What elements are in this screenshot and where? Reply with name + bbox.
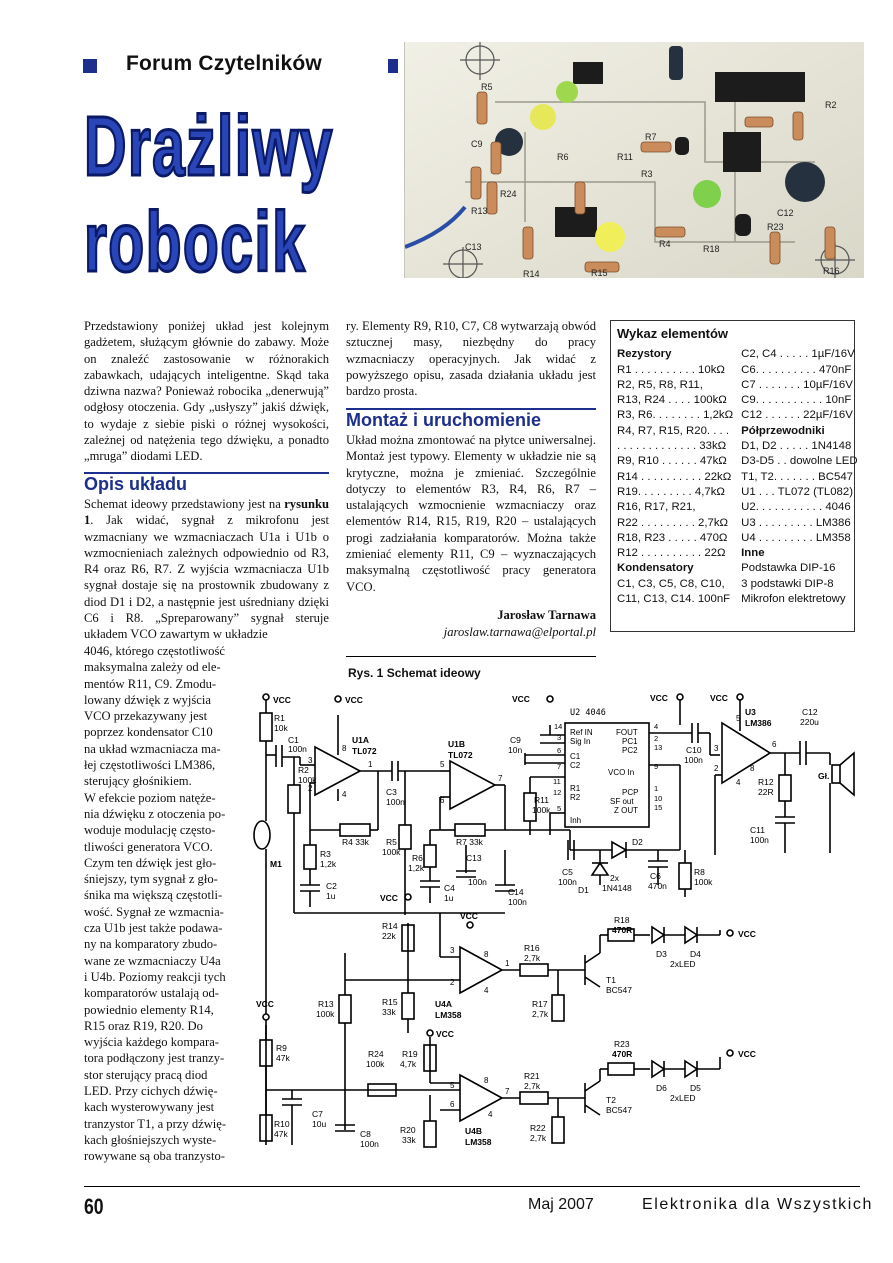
label-t2-part: BC547: [606, 1105, 632, 1115]
schematic-title: Rys. 1 Schemat ideowy: [348, 666, 481, 680]
label-c10: C10: [686, 745, 702, 755]
label-c5: C5: [562, 867, 573, 877]
label-r5: R5: [386, 837, 397, 847]
u2-pin-num: 12: [553, 788, 562, 797]
label-r7: R7 33k: [456, 837, 483, 847]
pin-number: 4: [484, 986, 489, 995]
label-c4: C4: [444, 883, 455, 893]
parts-item: R3, R6. . . . . . . . 1,2kΩ: [617, 409, 734, 422]
u2-pin-name: R1: [570, 784, 581, 793]
label-r16: R16: [524, 943, 540, 953]
parts-item: R14 . . . . . . . . . . 22kΩ: [617, 470, 732, 483]
label-r14-val: 22k: [382, 931, 396, 941]
pin-number: 8: [484, 1076, 489, 1085]
label-c14-val: 100n: [508, 897, 527, 907]
label-t1-part: BC547: [606, 985, 632, 995]
label-c3: C3: [386, 787, 397, 797]
parts-item: Mikrofon elektretowy: [741, 593, 846, 606]
opis-line: stor sterujący pracą diod: [84, 1067, 208, 1082]
photo-label: R24: [500, 189, 517, 199]
pin-number: 2: [714, 764, 719, 773]
opis-text-start: Schemat ideowy przedstawiony jest na: [84, 497, 285, 511]
opis-line: sterujący głośnikiem.: [84, 774, 192, 789]
parts-item: . . . . . . . . . . . . . 33kΩ: [617, 440, 727, 453]
label-r13: R13: [318, 999, 334, 1009]
opis-line: ny na komparatory zbudo-: [84, 937, 218, 952]
opis-line: woduje modulację często-: [84, 823, 216, 838]
label-led2: 2xLED: [670, 1093, 696, 1103]
label-c13-val: 100n: [468, 877, 487, 887]
label-d6: D6: [656, 1083, 667, 1093]
label-r11-val: 100k: [532, 805, 551, 815]
issue-date: Maj 2007: [528, 1196, 594, 1213]
label-r24-val: 100k: [366, 1059, 385, 1069]
opis-line: cza U1b jest także podawa-: [84, 921, 223, 936]
label-r2-val: 100k: [298, 775, 317, 785]
label-c12-val: 220u: [800, 717, 819, 727]
label-c11: C11: [750, 825, 765, 835]
u2-pin-name: C2: [570, 761, 581, 770]
u2-pin-name: Sig In: [570, 737, 591, 746]
label-c9-val: 10n: [508, 745, 523, 755]
label-c13: C13: [466, 853, 482, 863]
u2-pin-name: PCP: [622, 788, 639, 797]
u2-pin-name: VCO In: [608, 768, 635, 777]
parts-item: R12 . . . . . . . . . . 22Ω: [617, 547, 726, 560]
footer-rule: [84, 1186, 860, 1187]
parts-item: R18, R23 . . . . . 470Ω: [617, 531, 728, 544]
parts-item: R16, R17, R21,: [617, 501, 696, 514]
opis-line: i U4b. Poziomy reakcji tych: [84, 969, 226, 984]
parts-item: U3 . . . . . . . . . LM386: [741, 516, 851, 529]
parts-item: C12 . . . . . . 22µF/16V: [741, 409, 853, 422]
label-d1d2-part: 1N4148: [602, 883, 632, 893]
label-d1: D1: [578, 885, 589, 895]
opis-line: 4046, którego częstotliwość: [84, 644, 225, 658]
label-r6-val: 1,2k: [408, 863, 425, 873]
article-title-line1: Drażliwy: [84, 99, 334, 193]
parts-item: T1, T2. . . . . . . BC547: [741, 470, 853, 483]
figure-rule: [346, 656, 596, 657]
label-c4-val: 1u: [444, 893, 454, 903]
parts-item: D3-D5 . . dowolne LED: [741, 455, 858, 468]
label-vcc: VCC: [380, 893, 398, 903]
label-u3-part: LM386: [745, 718, 772, 728]
label-r1-val: 10k: [274, 723, 288, 733]
label-d4: D4: [690, 949, 701, 959]
parts-item: D1, D2 . . . . . 1N4148: [741, 440, 852, 453]
label-c11-val: 100n: [750, 835, 769, 845]
parts-category: Półprzewodniki: [741, 424, 825, 437]
label-r24: R24: [368, 1049, 384, 1059]
opis-line: wość. Sygnał ze wzmacnia-: [84, 904, 224, 919]
parts-list-title: Wykaz elementów: [617, 326, 729, 341]
pin-number: 1: [505, 959, 510, 968]
u2-pin-num: 9: [654, 762, 659, 771]
photo-label: R18: [703, 244, 720, 254]
label-r10: R10: [274, 1119, 290, 1129]
u2-pin-num: 11: [553, 777, 561, 786]
label-r8-val: 100k: [694, 877, 713, 887]
opis-line: VCO przekazywany jest: [84, 709, 208, 724]
label-r11: R11: [534, 795, 549, 805]
label-r10-val: 47k: [274, 1129, 288, 1139]
label-m1: M1: [270, 859, 282, 869]
label-r17-val: 2,7k: [532, 1009, 549, 1019]
montaz-paragraph: Układ można zmontować na płytce uniwersalnej. Montaż jest typowy. Elementy w układzie nie są krytyczne, można je zmieniać. Szczególnie dotyczy to elementów R3, R4, R6, R7 – ustalających wzmocnienie wzmacniaczy oraz elementów R14, R15, R19, R20 – ustalających progi zadziałania komparatorów. Można także zmieniać elementy R11, C9 – wyznaczających maksymalną częstotliwość pracy generatora VCO.: [346, 433, 596, 594]
pin-number: 5: [450, 1081, 455, 1090]
section-heading-opis: Opis układu: [84, 474, 188, 494]
label-u4b-part: LM358: [465, 1137, 492, 1147]
label-vcc: VCC: [436, 1029, 454, 1039]
parts-item: U4 . . . . . . . . . LM358: [741, 531, 851, 544]
label-r15: R15: [382, 997, 398, 1007]
photo-label: R5: [481, 82, 493, 92]
u2-pin-num: 4: [654, 722, 659, 731]
pin-number: 2: [450, 978, 455, 987]
label-r16-val: 2,7k: [524, 953, 541, 963]
pin-number: 8: [484, 950, 489, 959]
u2-pin-name: PC1: [622, 737, 638, 746]
label-r9: R9: [276, 1043, 287, 1053]
opis-line: śnika ma większą częstotli-: [84, 888, 223, 903]
label-c9: C9: [510, 735, 521, 745]
label-d2: D2: [632, 837, 643, 847]
label-r22: R22: [530, 1123, 546, 1133]
section-marker-left: [83, 59, 97, 73]
photo-label: R6: [557, 152, 569, 162]
label-r17: R17: [532, 999, 548, 1009]
photo-label: R15: [591, 268, 608, 278]
label-r6: R6: [412, 853, 423, 863]
label-u4a-part: LM358: [435, 1010, 462, 1020]
label-r13-val: 100k: [316, 1009, 335, 1019]
parts-item: R13, R24 . . . . 100kΩ: [617, 394, 727, 407]
label-c7: C7: [312, 1109, 323, 1119]
parts-item: C6. . . . . . . . . . 470nF: [741, 363, 852, 376]
label-c2-val: 1u: [326, 891, 336, 901]
label-c2: C2: [326, 881, 337, 891]
parts-category: Rezystory: [617, 348, 672, 361]
opis-line: tora podłączony jest tranzy-: [84, 1051, 225, 1066]
label-vcc: VCC: [256, 999, 274, 1009]
label-r5-val: 100k: [382, 847, 401, 857]
photo-label: R23: [767, 222, 784, 232]
label-c5-val: 100n: [558, 877, 577, 887]
opis-line: W efekcie poziom natęże-: [84, 790, 216, 805]
opis-narrow-column: [84, 643, 234, 1165]
photo-label: R11: [617, 152, 633, 162]
label-u1b: U1B: [448, 739, 466, 749]
u2-pin-num: 1: [654, 784, 659, 793]
u2-pin-name: FOUT: [616, 728, 638, 737]
pin-number: 3: [714, 744, 719, 753]
pin-number: 3: [308, 756, 313, 765]
opis-line: łej częstotliwości LM386,: [84, 758, 216, 773]
parts-item: R2, R5, R8, R11,: [617, 378, 703, 391]
label-r3: R3: [320, 849, 331, 859]
parts-item: U2. . . . . . . . . . . 4046: [741, 501, 851, 514]
opis-line: komparatorów ustalają od-: [84, 986, 219, 1001]
label-c10-val: 100n: [684, 755, 703, 765]
opis-line: LED. Przy cichych dźwię-: [84, 1084, 218, 1099]
label-vcc: VCC: [345, 695, 363, 705]
author-name: Jarosław Tarnawa: [497, 608, 596, 622]
opis-paragraph: [84, 496, 329, 643]
pcb-photo-graphic: [405, 42, 865, 278]
pin-number: 4: [342, 790, 347, 799]
label-r4: R4 33k: [342, 837, 369, 847]
label-r21: R21: [524, 1071, 540, 1081]
opis-line: lowany dźwięk z wyjścia: [84, 692, 211, 707]
label-r2: R2: [298, 765, 309, 775]
photo-label: R4: [659, 239, 671, 249]
label-r22-val: 2,7k: [530, 1133, 547, 1143]
opis-text-rest: . Jak widać, sygnał z mikrofonu jest wzmacniany we wzmacniaczach U1a i U1b o wzmocnieniach zależnych odpowiednio od R3, R4 oraz R6, R7. Z wyjścia wzmacniacza U1b sygnał dostaje się na prostownik zbudowany z diod D1 i D2, a następnie jest uśredniany dzięki C6 i R8. „Spreparowany” sygnał steruje układem VCO zawartym w układzie: [84, 513, 329, 642]
label-r18-val: 470R: [612, 925, 633, 935]
label-c8-val: 100n: [360, 1139, 379, 1149]
label-r8: R8: [694, 867, 705, 877]
photo-label: R7: [645, 132, 657, 142]
u2-pin-name: Ref IN: [570, 728, 593, 737]
pin-number: 8: [342, 744, 347, 753]
parts-item: C11, C13, C14. 100nF: [617, 593, 731, 606]
label-vcc: VCC: [460, 911, 478, 921]
label-speaker: Gł.: [818, 771, 830, 781]
label-u2: U2 4046: [570, 708, 606, 718]
parts-item: R22 . . . . . . . . . 2,7kΩ: [617, 516, 729, 529]
opis-line: śniejszy, tym sygnał z gło-: [84, 872, 218, 887]
pin-number: 3: [450, 946, 455, 955]
parts-item: C9. . . . . . . . . . . 10nF: [741, 394, 852, 407]
section-marker-right: [388, 59, 398, 73]
parts-item: R9, R10 . . . . . . 47kΩ: [617, 455, 727, 468]
label-vcc: VCC: [650, 693, 668, 703]
opis-line: poprzez kondensator C10: [84, 725, 213, 740]
label-d3: D3: [656, 949, 667, 959]
pin-number: 1: [368, 760, 373, 769]
label-t1: T1: [606, 975, 616, 985]
pin-number: 4: [488, 1110, 493, 1119]
pin-number: 7: [505, 1087, 510, 1096]
label-c6: C6: [650, 871, 661, 881]
u2-pin-num: 3: [557, 733, 562, 742]
label-c14: C14: [508, 887, 524, 897]
circuit-schematic: [240, 685, 860, 1175]
parts-item: R1 . . . . . . . . . . 10kΩ: [617, 363, 725, 376]
parts-item: R4, R7, R15, R20. . . .: [617, 424, 730, 437]
parts-item: C7 . . . . . . . 10µF/16V: [741, 378, 853, 391]
label-u1a: U1A: [352, 735, 370, 745]
photo-label: R13: [471, 206, 488, 216]
u2-pin-num: 5: [557, 804, 562, 813]
pin-number: 4: [736, 778, 741, 787]
parts-item: C1, C3, C5, C8, C10,: [617, 577, 725, 590]
parts-category: Inne: [741, 547, 765, 560]
label-r3-val: 1,2k: [320, 859, 337, 869]
label-d1d2-qty: 2x: [610, 873, 619, 883]
label-u4a: U4A: [435, 999, 453, 1009]
u2-pin-num: 13: [654, 743, 663, 752]
opis-line: tliwości generatora VCO.: [84, 839, 213, 854]
label-c7-val: 10u: [312, 1119, 327, 1129]
u2-pin-num: 10: [654, 794, 663, 803]
label-vcc: VCC: [512, 694, 530, 704]
opis-line: powiednio elementy R14,: [84, 1002, 214, 1017]
opis-line: rowywane są oba tranzysto-: [84, 1149, 225, 1164]
label-r9-val: 47k: [276, 1053, 290, 1063]
u2-pin-num: 2: [654, 734, 659, 743]
opis-line: kach wysterowywany jest: [84, 1100, 215, 1115]
u2-pin-name: R2: [570, 793, 581, 802]
label-t2: T2: [606, 1095, 616, 1105]
photo-label: R3: [641, 169, 653, 179]
opis-line: na układ wzmacniacza ma-: [84, 741, 221, 756]
photo-label: R16: [823, 266, 840, 276]
u2-pin-name: SF out: [610, 797, 634, 806]
pin-number: 5: [440, 760, 445, 769]
label-r14: R14: [382, 921, 398, 931]
opis-line: tranzystor T1, a przy dźwię-: [84, 1116, 227, 1131]
u2-pin-name: Z OUT: [614, 806, 638, 815]
label-u1b-part: TL072: [448, 750, 473, 760]
opis-line: mentów R11, C9. Zmodu-: [84, 676, 217, 691]
section-heading-montaz: Montaż i uruchomienie: [346, 410, 542, 430]
label-r12: R12: [758, 777, 774, 787]
parts-item: C2, C4 . . . . . 1µF/16V: [741, 348, 855, 361]
u2-pin-name: Inh: [570, 816, 582, 825]
pin-number: 5: [736, 714, 741, 723]
label-r23: R23: [614, 1039, 630, 1049]
label-c1: C1: [288, 735, 299, 745]
opis-line: nia dźwięku z otoczenia po-: [84, 806, 226, 821]
label-led1: 2xLED: [670, 959, 696, 969]
pin-number: 6: [772, 740, 777, 749]
u2-pin-num: 14: [554, 722, 563, 731]
pin-number: 6: [440, 796, 445, 805]
opis-line: kach głośniejszych wyste-: [84, 1132, 217, 1147]
u2-pin-num: 6: [557, 746, 562, 755]
label-r1: R1: [274, 713, 285, 723]
opis-line: Czym ten dźwięk jest gło-: [84, 855, 217, 870]
page-number: 60: [84, 1194, 104, 1219]
pin-number: 2: [308, 784, 313, 793]
label-r20: R20: [400, 1125, 416, 1135]
opis-line: R15 oraz R19, R20. Do: [84, 1018, 203, 1033]
label-r21-val: 2,7k: [524, 1081, 541, 1091]
section-label: Forum Czytelników: [126, 52, 322, 75]
pin-number: 6: [450, 1100, 455, 1109]
photo-label: R14: [523, 269, 540, 278]
label-vcc: VCC: [273, 695, 291, 705]
photo-label: R2: [825, 100, 837, 110]
pin-number: 7: [498, 774, 503, 783]
u2-pin-name: PC2: [622, 746, 638, 755]
photo-label: C12: [777, 208, 794, 218]
opis-line: maksymalna zależy od ele-: [84, 660, 221, 675]
label-c6-val: 470n: [648, 881, 667, 891]
parts-item: Podstawka DIP-16: [741, 562, 836, 575]
label-u1a-part: TL072: [352, 746, 377, 756]
photo-label: C13: [465, 242, 482, 252]
label-c12: C12: [802, 707, 818, 717]
label-c3-val: 100n: [386, 797, 405, 807]
photo-label: C9: [471, 139, 483, 149]
intro-paragraph: Przedstawiony poniżej układ jest kolejnym gadżetem, służącym głównie do zabawy. Może on znaleźć zastosowanie w różnorakich zabawkach, udających inteligentne. Skąd taka dziwna nazwa? Ponieważ robocika „denerwują” odgłosy otoczenia. Gdy „usłyszy” jakiś dźwięk, to wydaje z siebie piski o różnej wysokości, zależnej od natężenia tego dźwięku, a ponadto „mruga” diodami LED.: [84, 319, 329, 464]
label-r20-val: 33k: [402, 1135, 416, 1145]
label-vcc: VCC: [738, 929, 756, 939]
pcb-photo: [404, 42, 864, 278]
parts-item: U1 . . . TL072 (TL082): [741, 485, 853, 498]
label-c1-val: 100n: [288, 744, 307, 754]
magazine-name: Elektronika dla Wszystkich: [642, 1196, 873, 1213]
opis-figure-ref: rysunku 1: [84, 497, 329, 528]
col2-continuation: ry. Elementy R9, R10, C7, C8 wytwarzają obwód sztucznej masy, niezbędny do pracy wzmacniaczy operacyjnych. Jak widać z powyższego opisu, zasada działania układu jest bardzo prosta.: [346, 319, 596, 399]
u2-pin-name: C1: [570, 752, 581, 761]
label-vcc: VCC: [710, 693, 728, 703]
label-vcc: VCC: [738, 1049, 756, 1059]
opis-line: wane ze wzmacniaczy U4a: [84, 953, 221, 968]
opis-line: wyjścia każdego kompara-: [84, 1035, 219, 1050]
author-email[interactable]: jaroslaw.tarnawa@elportal.pl: [443, 625, 596, 639]
parts-item: 3 podstawki DIP-8: [741, 577, 834, 590]
u2-pin-num: 7: [557, 762, 562, 771]
parts-category: Kondensatory: [617, 562, 694, 575]
parts-list: [610, 320, 858, 632]
article-title-line2: robocik: [84, 195, 307, 289]
label-u3: U3: [745, 707, 756, 717]
label-r19: R19: [402, 1049, 418, 1059]
parts-item: R19. . . . . . . . . 4,7kΩ: [617, 485, 725, 498]
label-r12-val: 22R: [758, 787, 774, 797]
label-d5: D5: [690, 1083, 701, 1093]
u2-pin-num: 15: [654, 803, 663, 812]
pin-number: 8: [750, 764, 755, 773]
label-r19-val: 4,7k: [400, 1059, 417, 1069]
label-r15-val: 33k: [382, 1007, 396, 1017]
label-u4b: U4B: [465, 1126, 483, 1136]
label-r18: R18: [614, 915, 630, 925]
label-c8: C8: [360, 1129, 371, 1139]
label-r23-val: 470R: [612, 1049, 633, 1059]
